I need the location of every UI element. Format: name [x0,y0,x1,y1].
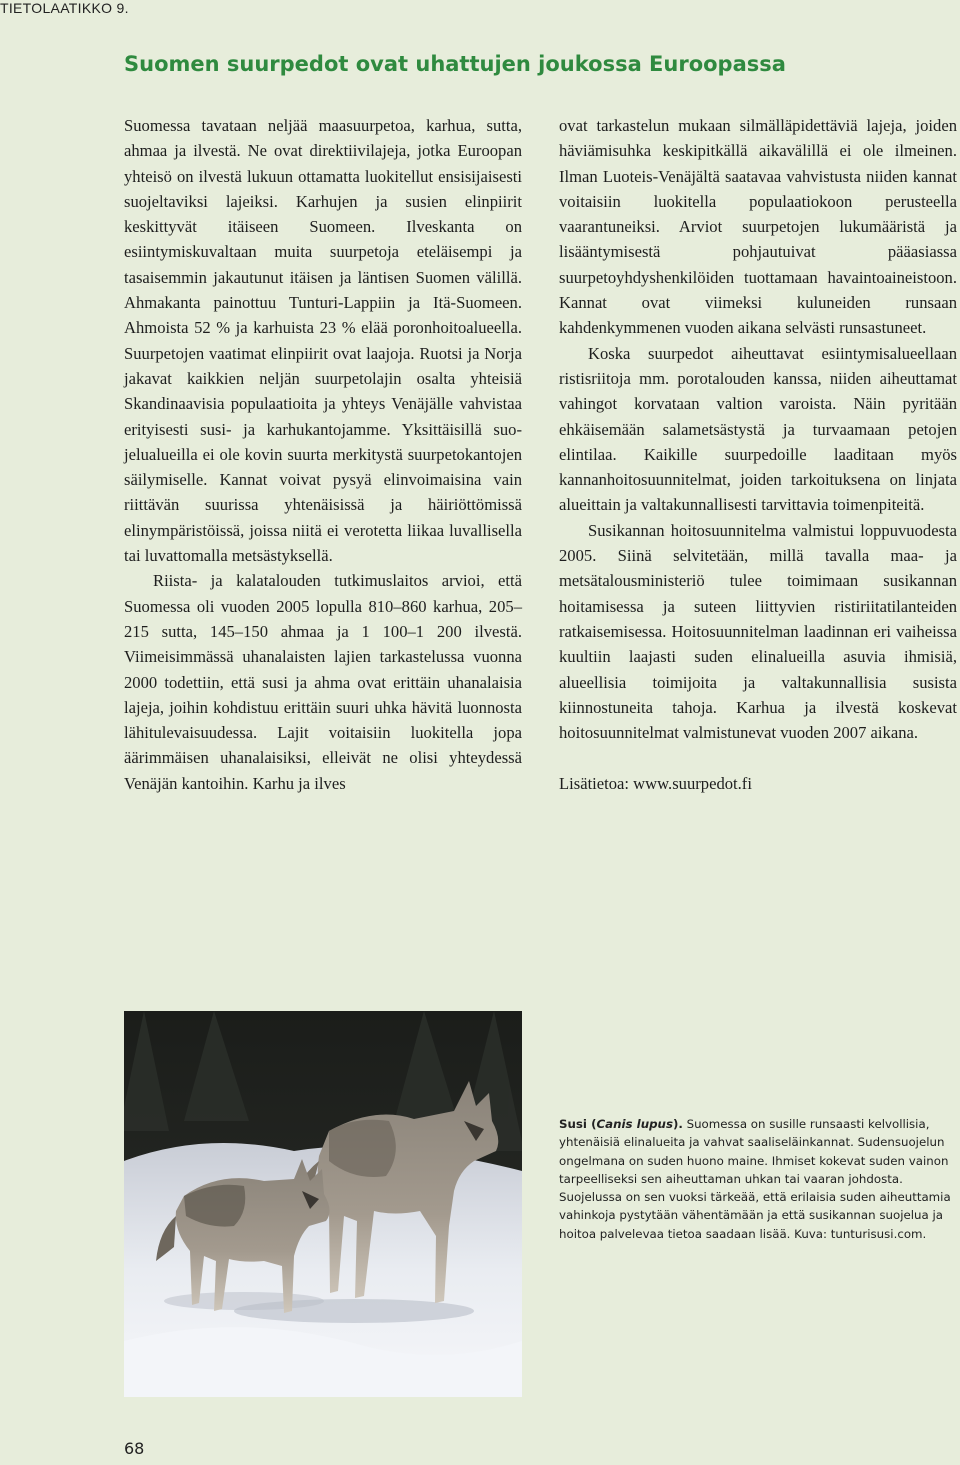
caption-text: Suomessa on susille runsaasti kelvollisia, yhtenäisiä elinalueita ja vahvat saaliseläinkannat. Sudensuojelun ongelmana on suden huono maine. Ihmiset kokevat suden vainon tarpeelliseksi sen aiheuttaman uhkan tai vaaran johdosta. Suojelussa on sen vuoksi tärkeää, että erilaisia suden aiheuttamia vahinkoja pystytään vähentämään ja että susikannan suojelua ja hoitoa palvelevaa tietoa saadaan lisää. Kuva: tunturisusi.com. [559,1117,951,1241]
caption-title [559,1117,683,1131]
right-column [559,113,957,797]
caption-title-end: ). [672,1117,683,1131]
wolf-photo [124,1011,522,1397]
left-column [124,113,522,796]
paragraph: Suomessa tavataan neljää maasuurpetoa, karhua, sutta, ahmaa ja ilvestä. Ne ovat direktiivilajeja, jotka Euroopan yhteisö on ilvestä lukuun ottamatta luokitellut ensisijaisesti suojeltaviksi lajeiksi. Karhujen ja susien elinpiirit keskittyvät itäiseen Suomeen. Ilveskanta on esiintymiskuvaltaan muita suurpetoja eteläisempi ja tasaisemmin jakautunut itäisen ja läntisen Suomen välillä. Ahmakanta painottuu Tunturi-Lappiin ja Itä-Suomeen. Ahmoista 52 % ja karhuista 23 % elää poronhoitoalueella. Suurpetojen vaatimat elinpiirit ovat laajoja. Ruotsi ja Norja jakavat kaikkien neljän suurpetolajin osalta yhteisiä Skandinaavisia populaatioita ja yhteys Venäjälle vahvistaa erityisesti susi- ja karhukantojamme. Yksittäisillä suojelualueilla ei ole kovin suurta merkitystä suurpetokantojen säilymiselle. Kannat voivat pysyä elinvoimaisina vain riittävän suurissa yhtenäisissä ja häiriöttömissä elinympäristöissä, joissa niitä ei verotetta liikaa luvallisella tai luvattomalla metsästyksellä. [124,116,522,566]
page-number: 68 [124,1439,145,1458]
paragraph: ovat tarkastelun mukaan silmälläpidettäviä lajeja, joiden häviämisuhka keskipitkällä aikavälillä ei ole ilmeinen. Ilman Luoteis-Venäjältä saatavaa vahvistusta niiden kannat voitaisiin luokitella populaatiokoon perusteella vaarantuneiksi. Arviot suurpetojen lukumääristä ja lisääntymisestä pohjautuivat pääasiassa suurpetoyhdyshenkilöiden tuottamaan havaintoaineistoon. Kannat ovat viimeksi kuluneiden runsaan kahdenkymmenen vuoden aikana selvästi runsastuneet. [559,116,957,338]
photo-caption [559,1115,959,1243]
caption-title-start: Susi ( [559,1117,597,1131]
more-info-link: Lisätietoa: www.suurpedot.fi [559,774,752,794]
paragraph: Riista- ja kalatalouden tutkimuslaitos arvioi, että Suomessa oli vuoden 2005 lopulla 810–860 karhua, 205–215 sutta, 145–150 ahmaa ja 1 100–1 200 ilvestä. Viimeisimmässä uhanalaisten lajien tarkastelussa vuonna 2000 todettiin, että susi ja ahma ovat erittäin uhanalaisia lajeja, joihin kohdistuu erittäin suuri uhka hävitä luonnosta lähitulevaisuudessa. Lajit voitaisiin luokitella jopa äärimmäisen uhanalaisiksi, elleivät ne olisi yhteydessä Venäjän kantoihin. Karhu ja ilves [124,571,522,793]
caption-species: Canis lupus [596,1117,673,1131]
article-title: Suomen suurpedot ovat uhattujen joukossa Euroopassa [124,52,786,76]
paragraph: Susikannan hoitosuunnitelma valmistui loppuvuodesta 2005. Siinä selvitetään, millä tavalla maa- ja metsätalousministeriö tulee toimimaan susikannan hoitamisessa ja suteen liittyvien ristiriitatilanteiden ratkaisemisessa. Hoitosuunnitelman laadinnan eri vaiheissa kuultiin laajasti suden elinalueilla asuvia ihmisiä, alueellisia toimijoita ja valtakunnallisia susista kiinnostuneita tahoja. Karhua ja ilvestä koskevat hoitosuunnitelmat valmistunevat vuoden 2007 aikana. [559,520,957,743]
paragraph: Koska suurpedot aiheuttavat esiintymisalueellaan ristisriitoja mm. porotalouden kanssa, niiden aiheuttamat vahingot korvataan valtion varoista. Näin pyritään ehkäisemään salametsästystä ja turvaamaan petojen elintilaa. Kaikille suurpedoille laaditaan myös kannanhoitosuunnitelmat, joiden tarkoituksena on linjata alueittain ja valtakunnallisesti tarvittavia toimenpiteitä. [559,343,957,515]
running-head: TIETOLAATIKKO 9. [0,0,129,16]
